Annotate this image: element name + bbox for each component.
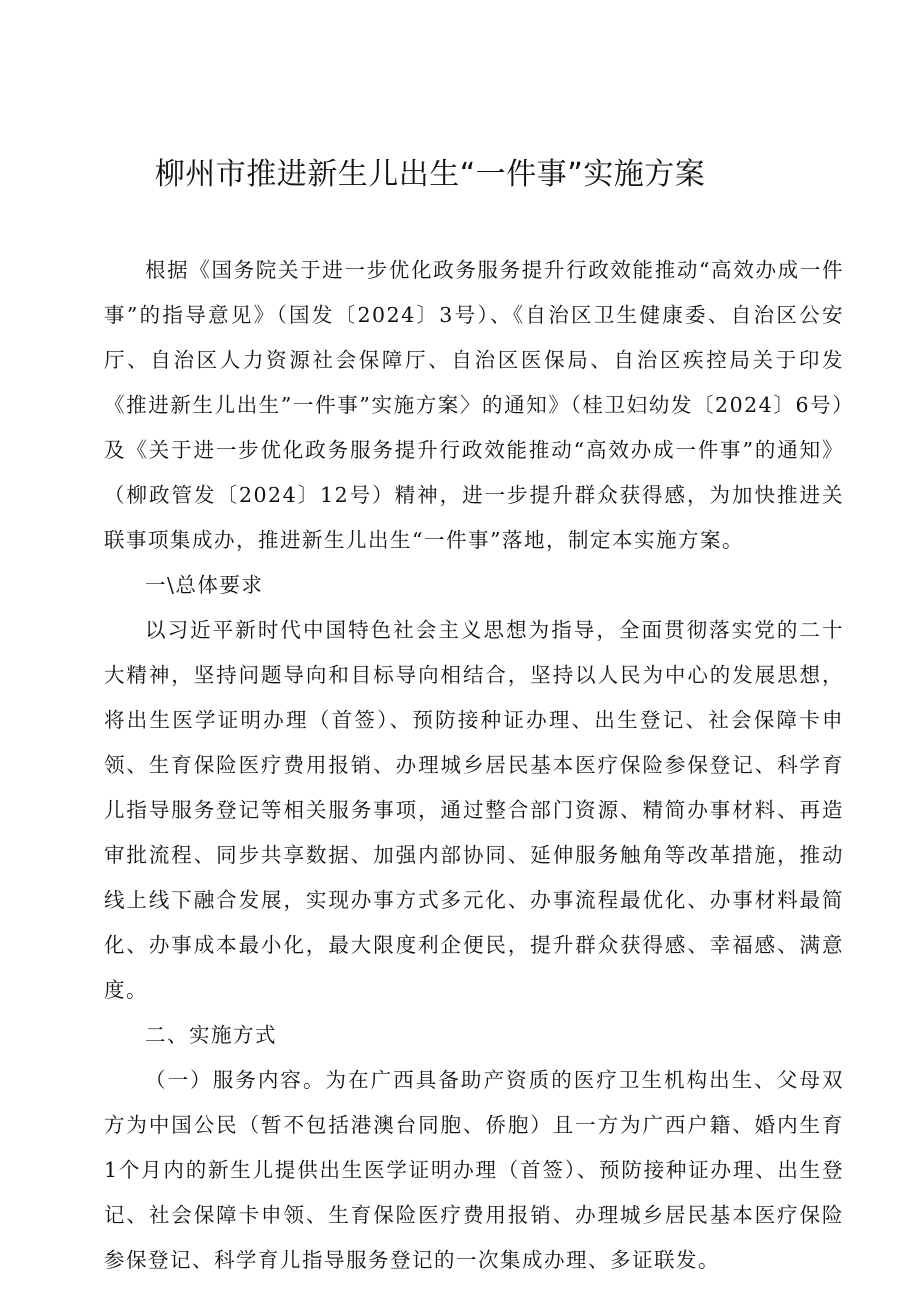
document-body — [104, 248, 844, 1283]
section-1-heading: 一\总体要求 — [145, 573, 264, 597]
section-2-paragraph: （一）服务内容。为在广西具备助产资质的医疗卫生机构出生、父母双方为中国公民（暂不包括港澳台同胞、侨胞）且一方为广西户籍、婚内生育1个月内的新生儿提供出生医学证明办理（首签）、预防接种证办理、出生登记、社会保障卡申领、生育保险医疗费用报销、办理城乡居民基本医疗保险参保登记、科学育儿指导服务登记的一次集成办理、多证联发。 — [104, 1068, 844, 1272]
document-title: 柳州市推进新生儿出生“一件事”实施方案 — [154, 157, 706, 192]
section-2-heading: 二、实施方式 — [145, 1023, 277, 1047]
section-1-paragraph: 以习近平新时代中国特色社会主义思想为指导，全面贯彻落实党的二十大精神，坚持问题导向和目标导向相结合，坚持以人民为中心的发展思想，将出生医学证明办理（首签）、预防接种证办理、出生登记、社会保障卡申领、生育保险医疗费用报销、办理城乡居民基本医疗保险参保登记、科学育儿指导服务登记等相关服务事项，通过整合部门资源、精简办事材料、再造审批流程、同步共享数据、加强内部协同、延伸服务触角等改革措施，推动线上线下融合发展，实现办事方式多元化、办事流程最优化、办事材料最简化、办事成本最小化，最大限度利企便民，提升群众获得感、幸福感、满意度。 — [104, 618, 844, 1002]
intro-paragraph: 根据《国务院关于进一步优化政务服务提升行政效能推动“高效办成一件事”的指导意见》（国发〔2024〕3号）、《自治区卫生健康委、自治区公安厅、自治区人力资源社会保障厅、自治区医保局、自治区疾控局关于印发《推进新生儿出生”一件事”实施方案〉的通知》（桂卫妇幼发〔2024〕6号）及《关于进一步优化政务服务提升行政效能推动“高效办成一件事”的通知》（柳政管发〔2024〕12号）精神，进一步提升群众获得感，为加快推进关联事项集成办，推进新生儿出生“一件事”落地，制定本实施方案。 — [104, 258, 844, 552]
